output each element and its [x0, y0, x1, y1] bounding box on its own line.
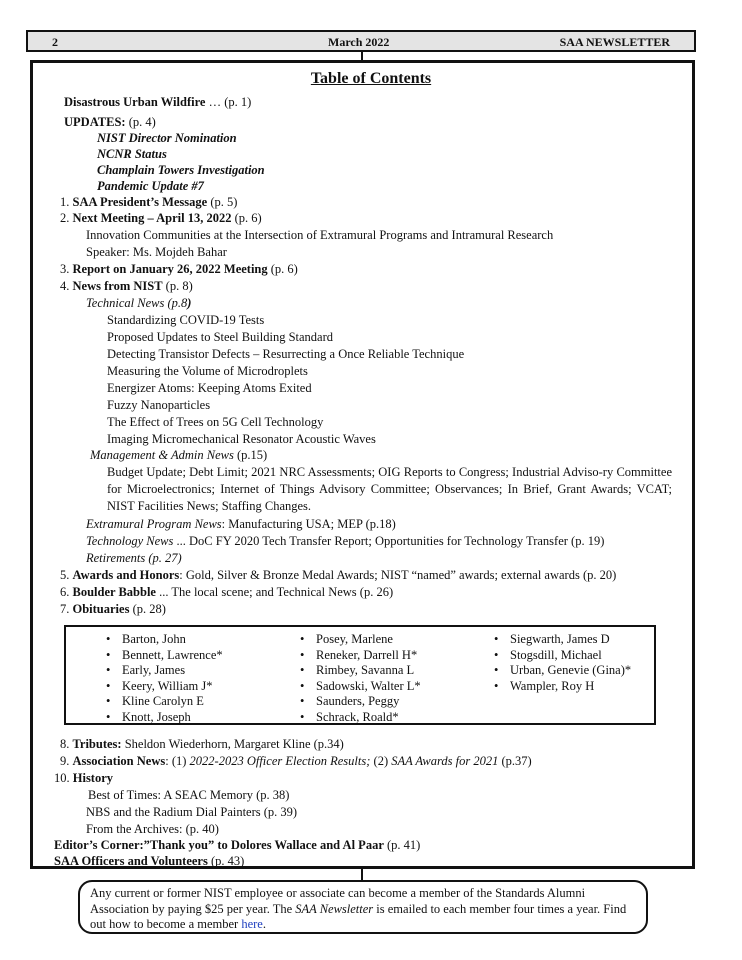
- entry-page: (p. 6): [231, 211, 262, 225]
- entry-number: 4.: [60, 279, 70, 293]
- entry-page: (p. 5): [207, 195, 238, 209]
- updates-title: UPDATES:: [64, 115, 126, 129]
- technical-news-paren: ): [187, 296, 192, 310]
- obituaries-column: [106, 632, 223, 725]
- toc-entry-editor[interactable]: [54, 837, 420, 853]
- extramural-text: : Manufacturing USA; MEP (p.18): [221, 517, 396, 531]
- toc-entry-updates[interactable]: [64, 114, 156, 130]
- tech-news-item: The Effect of Trees on 5G Cell Technology: [107, 415, 324, 429]
- entry-title: SAA Officers and Volunteers: [54, 854, 208, 868]
- obituary-name: • Keery, William J*: [106, 679, 223, 695]
- notice-text: Any current or former NIST employee or associate can become a member of the Standards Alumni Association by paying $25 per year. The: [90, 886, 586, 916]
- entry-text: ... The local scene; and Technical News (p. 26): [155, 585, 394, 599]
- obituary-name: • Schrack, Roald*: [300, 710, 421, 726]
- notice-text: is emailed to each member four times a year. Find out how to become a member: [90, 901, 627, 931]
- entry-page: (p. 28): [129, 602, 166, 616]
- entry-title: History: [72, 771, 114, 785]
- retirements-page: (p. 27): [148, 551, 182, 565]
- tech-news-item: Proposed Updates to Steel Building Standard: [107, 330, 334, 344]
- obituary-name: • Early, James: [106, 663, 223, 679]
- updates-item: NCNR Status: [97, 147, 167, 161]
- toc-entry-2[interactable]: [60, 210, 262, 226]
- toc-entry-8[interactable]: [60, 736, 344, 752]
- entry-text: : Gold, Silver & Bronze Medal Awards; NIST “named” awards; external awards (p. 20): [179, 568, 617, 582]
- obituary-name: • Urban, Genevie (Gina)*: [494, 663, 631, 679]
- toc-entry-wildfire[interactable]: [64, 94, 251, 110]
- updates-item: NIST Director Nomination: [97, 131, 237, 145]
- page-number: 2: [52, 35, 58, 49]
- extramural-label: Extramural Program News: [86, 517, 222, 531]
- technical-news-heading: [86, 295, 191, 311]
- entry-title: Next Meeting – April 13, 2022: [72, 211, 232, 225]
- membership-link[interactable]: here: [241, 917, 263, 931]
- wildfire-title: Disastrous Urban Wildfire: [64, 95, 206, 109]
- tech-news-item: Standardizing COVID-19 Tests: [107, 313, 265, 327]
- toc-title: Table of Contents: [310, 70, 432, 87]
- page-header: [26, 30, 696, 52]
- history-item: NBS and the Radium Dial Painters (p. 39): [86, 805, 298, 819]
- extramural-news: [86, 516, 396, 532]
- obituary-name: • Barton, John: [106, 632, 223, 648]
- entry-italic: SAA Awards for 2021: [391, 754, 499, 768]
- notice-text: .: [262, 917, 266, 931]
- obituary-name: • Siegwarth, James D: [494, 632, 631, 648]
- retirements: [86, 550, 182, 566]
- obituary-name: • Stogsdill, Michael: [494, 648, 631, 664]
- entry-number: 7.: [60, 602, 70, 616]
- obituary-name: • Kline Carolyn E: [106, 694, 223, 710]
- toc-entry-officers[interactable]: [54, 853, 244, 869]
- tech-news-item: Energizer Atoms: Keeping Atoms Exited: [107, 381, 312, 395]
- management-news-heading: [90, 447, 267, 463]
- obituary-name: • Bennett, Lawrence*: [106, 648, 223, 664]
- technology-news-text: ... DoC FY 2020 Tech Transfer Report; Opportunities for Technology Transfer (p. 19): [173, 534, 605, 548]
- toc-entry-5[interactable]: [60, 567, 616, 583]
- toc-entry-4[interactable]: [60, 278, 193, 294]
- entry-number: 9.: [60, 754, 70, 768]
- entry-title: Report on January 26, 2022 Meeting: [72, 262, 268, 276]
- toc-entry-10[interactable]: [54, 770, 113, 786]
- tech-news-item: Measuring the Volume of Microdroplets: [107, 364, 308, 378]
- retirements-label: Retirements: [86, 551, 149, 565]
- management-news-text: Budget Update; Debt Limit; 2021 NRC Assessments; OIG Reports to Congress; Industrial Adviso-ry Committee for Microelectronics; Internet of Things Advisory Committee; Observances; In Brief, Grant Awards; VCAT; NIST Facilities News; Staffing Changes.: [107, 465, 672, 513]
- membership-notice: [78, 880, 648, 934]
- entry-page: (p. 43): [207, 854, 245, 868]
- obituary-name: • Reneker, Darrell H*: [300, 648, 421, 664]
- technology-news: [86, 533, 604, 549]
- newsletter-name: SAA NEWSLETTER: [559, 35, 670, 49]
- history-item: Best of Times: A SEAC Memory (p. 38): [88, 788, 290, 802]
- meeting-speaker: Speaker: Ms. Mojdeh Bahar: [86, 245, 227, 259]
- entry-title: News from NIST: [72, 279, 163, 293]
- entry-title: Obituaries: [72, 602, 130, 616]
- meeting-topic: Innovation Communities at the Intersection of Extramural Programs and Intramural Research: [86, 228, 554, 242]
- entry-italic: 2022-2023 Officer Election Results;: [189, 754, 371, 768]
- management-news-page: (p.15): [233, 448, 268, 462]
- obituaries-column: [300, 632, 421, 725]
- toc-entry-3[interactable]: [60, 261, 298, 277]
- technical-news-label: Technical News (p.8: [86, 296, 188, 310]
- entry-number: 1.: [60, 195, 70, 209]
- entry-text: Sheldon Wiederhorn, Margaret Kline (p.34): [121, 737, 344, 751]
- entry-title: SAA President’s Message: [72, 195, 208, 209]
- wildfire-page: … (p. 1): [205, 95, 252, 109]
- management-news-label: Management & Admin News: [90, 448, 234, 462]
- tech-news-item: Imaging Micromechanical Resonator Acoustic Waves: [107, 432, 376, 446]
- issue-date: March 2022: [328, 35, 390, 49]
- entry-title: Tributes:: [72, 737, 122, 751]
- obituary-name: • Knott, Joseph: [106, 710, 223, 726]
- entry-page: (p.37): [498, 754, 532, 768]
- tech-news-item: Detecting Transistor Defects – Resurrecting a Once Reliable Technique: [107, 347, 465, 361]
- entry-title: Boulder Babble: [72, 585, 156, 599]
- entry-page: (p. 6): [267, 262, 298, 276]
- entry-title: Editor’s Corner:”Thank you” to Dolores Wallace and Al Paar: [54, 838, 384, 852]
- entry-number: 6.: [60, 585, 70, 599]
- entry-number: 3.: [60, 262, 70, 276]
- newsletter-title: SAA Newsletter: [295, 901, 374, 916]
- obituary-name: • Posey, Marlene: [300, 632, 421, 648]
- entry-number: 2.: [60, 211, 70, 225]
- toc-entry-6[interactable]: [60, 584, 393, 600]
- entry-number: 5.: [60, 568, 70, 582]
- toc-entry-7[interactable]: [60, 601, 166, 617]
- entry-number: 10.: [54, 771, 70, 785]
- entry-page: (p. 8): [162, 279, 193, 293]
- obituary-name: • Wampler, Roy H: [494, 679, 631, 695]
- entry-number: 8.: [60, 737, 70, 751]
- toc-entry-1[interactable]: [60, 194, 237, 210]
- obituary-name: • Sadowski, Walter L*: [300, 679, 421, 695]
- updates-page: (p. 4): [125, 115, 156, 129]
- toc-entry-9[interactable]: [60, 753, 532, 769]
- obituary-name: • Rimbey, Savanna L: [300, 663, 421, 679]
- entry-text: : (1): [165, 754, 190, 768]
- entry-title: Awards and Honors: [72, 568, 180, 582]
- obituaries-column: [494, 632, 631, 694]
- tech-news-item: Fuzzy Nanoparticles: [107, 398, 211, 412]
- obituary-name: • Saunders, Peggy: [300, 694, 421, 710]
- obituaries-box: [64, 625, 656, 725]
- entry-text: (2): [370, 754, 392, 768]
- entry-title: Association News: [72, 754, 166, 768]
- entry-page: (p. 41): [383, 838, 421, 852]
- technology-news-label: Technology News: [86, 534, 174, 548]
- updates-item: Pandemic Update #7: [97, 179, 204, 193]
- history-item: From the Archives: (p. 40): [86, 822, 219, 836]
- updates-item: Champlain Towers Investigation: [97, 163, 265, 177]
- connector-line-bottom: [361, 868, 363, 880]
